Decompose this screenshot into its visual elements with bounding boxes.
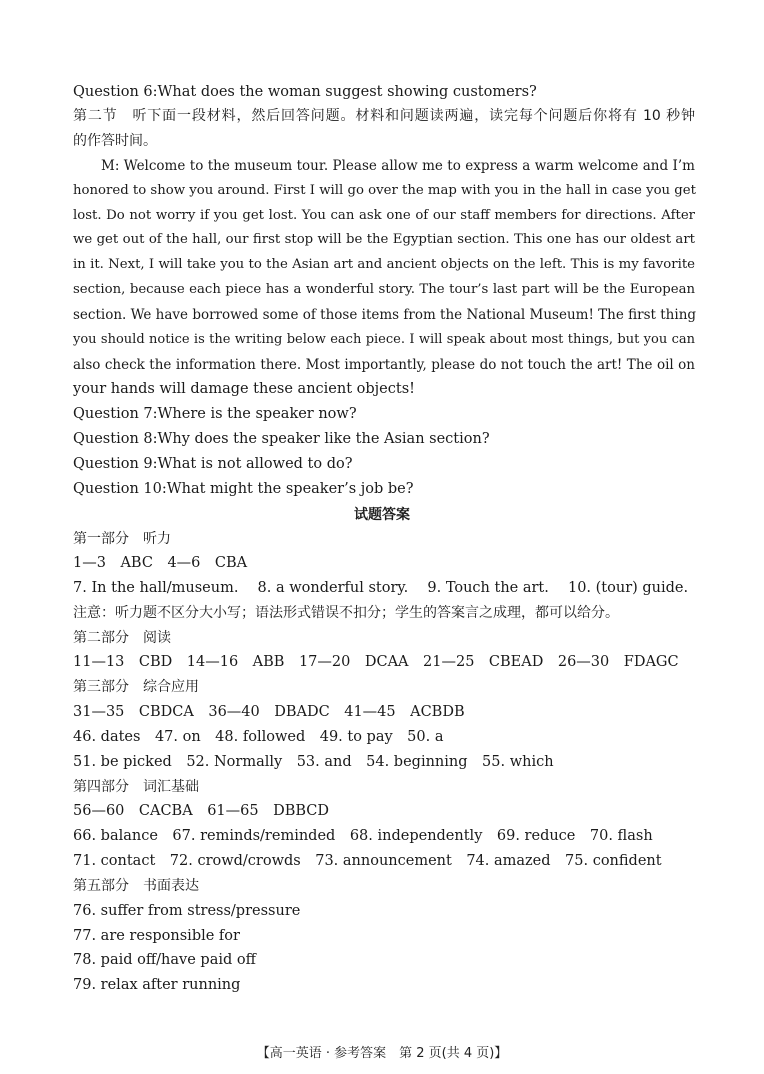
part3-title: 第三部分 综合应用 [73, 679, 199, 695]
part5-item: 78. paid off/have paid off [73, 952, 256, 968]
part4-fill-blanks-1: 66. balance 67. reminds/reminded 68. independently 69. reduce 70. flash [73, 828, 653, 844]
question-10: Question 10:What might the speaker’s job be? [73, 481, 414, 497]
part1-note: 注意：听力题不区分大小写；语法形式错误不扣分；学生的答案言之成理，都可以给分。 [73, 605, 619, 621]
part2-multiple-choice: 11—13 CBD 14—16 ABB 17—20 DCAA 21—25 CBEAD 26—30 FDAGC [73, 654, 679, 670]
passage-line: honored to show you around. First I will go over the map with you in the hall in case you get [73, 183, 696, 198]
part1-multiple-choice: 1—3 ABC 4—6 CBA [73, 555, 248, 571]
part2-title: 第二部分 阅读 [73, 630, 171, 646]
part4-multiple-choice: 56—60 CACBA 61—65 DBBCD [73, 803, 330, 819]
question-6: Question 6:What does the woman suggest showing customers? [73, 84, 537, 100]
page-footer: 【高一英语 · 参考答案 第 2 页(共 4 页)】 [256, 1046, 508, 1061]
passage-line: M: Welcome to the museum tour. Please allow me to express a warm welcome and I’m [101, 158, 695, 174]
passage-line: section, because each piece has a wonderful story. The tour’s last part will be the European [73, 282, 695, 297]
passage-line: also check the information there. Most importantly, please do not touch the art! The oil on [73, 357, 695, 373]
section2-instructions-line2: 的作答时间。 [73, 133, 157, 149]
section2-instructions-line1: 第二节 听下面一段材料，然后回答问题。材料和问题读两遍，读完每个问题后你将有 10 秒钟 [73, 108, 695, 124]
part1-title: 第一部分 听力 [73, 531, 171, 547]
answers-heading: 试题答案 [354, 507, 410, 523]
passage-line: we get out of the hall, our first stop will be the Egyptian section. This one has our oldest art [73, 232, 695, 247]
passage-line: section. We have borrowed some of those items from the National Museum! The first thing [73, 307, 697, 323]
part1-short-answers: 7. In the hall/museum. 8. a wonderful story. 9. Touch the art. 10. (tour) guide. [73, 580, 689, 596]
question-9: Question 9:What is not allowed to do? [73, 456, 353, 472]
part4-fill-blanks-2: 71. contact 72. crowd/crowds 73. announcement 74. amazed 75. confident [73, 853, 662, 869]
passage-line: your hands will damage these ancient objects! [73, 381, 415, 397]
passage-line: in it. Next, I will take you to the Asian art and ancient objects on the left. This is my favorite [73, 257, 695, 272]
part5-item: 79. relax after running [73, 977, 241, 993]
passage-line: lost. Do not worry if you get lost. You can ask one of our staff members for directions. After [73, 208, 695, 223]
part5-item: 77. are responsible for [73, 928, 240, 944]
part3-fill-blanks-2: 51. be picked 52. Normally 53. and 54. beginning 55. which [73, 754, 554, 770]
part5-title: 第五部分 书面表达 [73, 878, 199, 894]
part5-item: 76. suffer from stress/pressure [73, 903, 301, 919]
question-7: Question 7:Where is the speaker now? [73, 406, 357, 422]
part3-multiple-choice: 31—35 CBDCA 36—40 DBADC 41—45 ACBDB [73, 704, 465, 720]
question-8: Question 8:Why does the speaker like the Asian section? [73, 431, 490, 447]
part4-title: 第四部分 词汇基础 [73, 779, 199, 795]
passage-line: you should notice is the writing below each piece. I will speak about most things, but you can [73, 332, 695, 347]
part3-fill-blanks-1: 46. dates 47. on 48. followed 49. to pay 50. a [73, 729, 444, 745]
